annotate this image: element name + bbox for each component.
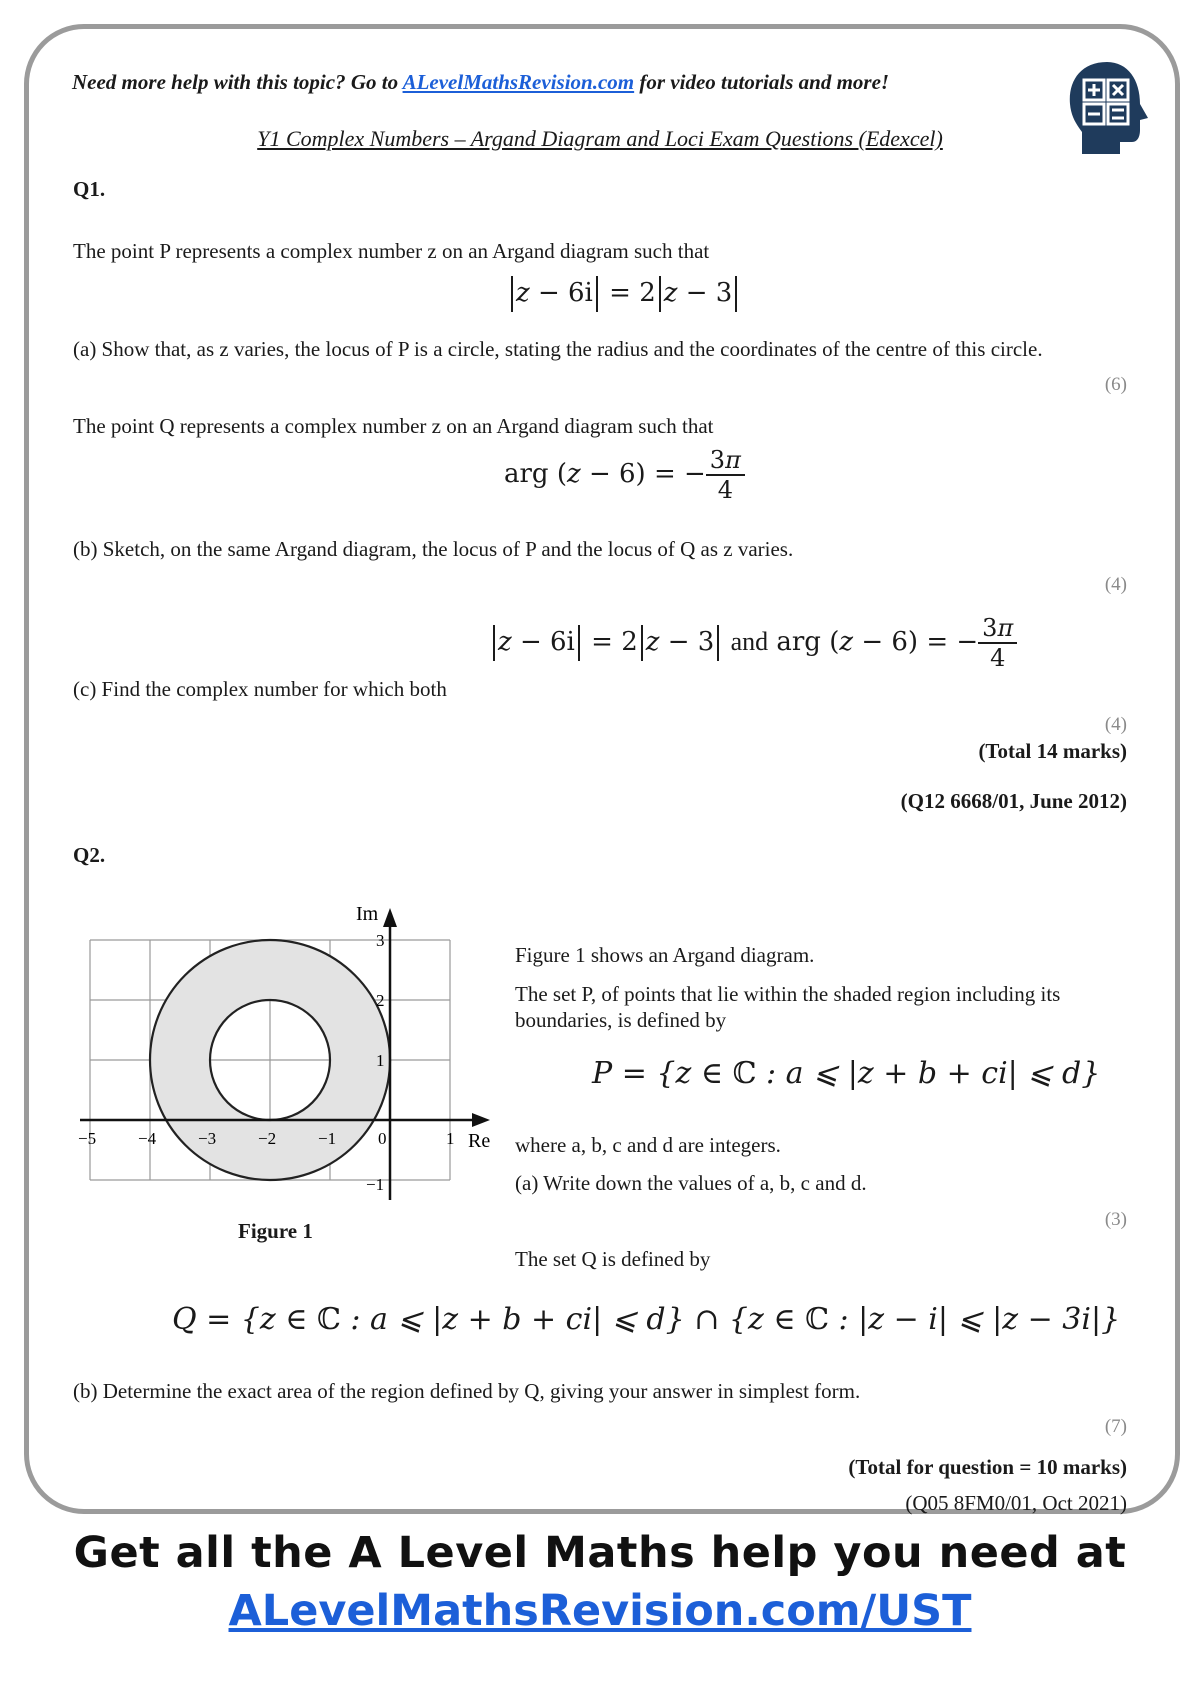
x-tick: −3 bbox=[198, 1129, 217, 1148]
q2-marks-b: (7) bbox=[1104, 1416, 1127, 1437]
q1-intro-p: The point P represents a complex number z on an Argand diagram such that bbox=[73, 239, 710, 263]
argand-diagram bbox=[70, 900, 500, 1230]
footer-link[interactable]: ALevelMathsRevision.com/UST bbox=[228, 1586, 972, 1636]
set-q-definition: Q = {z ∈ ℂ : a ⩽ |z + b + ci| ⩽ d} ∩ {z ∈ ℂ : |z − i| ⩽ |z − 3i|} bbox=[172, 1302, 1121, 1337]
q1-marks-b: (4) bbox=[1104, 574, 1127, 595]
y-tick: 3 bbox=[376, 931, 385, 950]
x-tick: 0 bbox=[378, 1129, 387, 1148]
q2-part-a: (a) Write down the values of a, b, c and d. bbox=[515, 1171, 867, 1195]
q2-line2: The set P, of points that lie within the shaded region including its bbox=[515, 982, 1061, 1006]
q2-total: (Total for question = 10 marks) bbox=[848, 1455, 1127, 1479]
page-title: Y1 Complex Numbers – Argand Diagram and Loci Exam Questions (Edexcel) bbox=[257, 126, 943, 151]
q1-total: (Total 14 marks) bbox=[978, 739, 1127, 763]
im-arrow-icon bbox=[383, 908, 397, 927]
q1-equation-p: z − 6i = 2 z − 3 bbox=[508, 276, 740, 312]
set-p-definition: P = {z ∈ ℂ : a ⩽ |z + b + ci| ⩽ d} bbox=[592, 1056, 1101, 1091]
x-tick: 1 bbox=[446, 1129, 455, 1148]
q1-part-a: (a) Show that, as z varies, the locus of P is a circle, stating the radius and the coordinates of the centre of this circle. bbox=[73, 337, 1043, 361]
x-tick: −4 bbox=[138, 1129, 157, 1148]
x-tick: −2 bbox=[258, 1129, 277, 1148]
q1-label: Q1. bbox=[73, 177, 106, 201]
y-tick: 1 bbox=[376, 1051, 385, 1070]
q2-source: (Q05 8FM0/01, Oct 2021) bbox=[905, 1491, 1127, 1515]
q1-marks-a: (6) bbox=[1104, 374, 1127, 395]
site-link[interactable]: ALevelMathsRevision.com bbox=[402, 70, 635, 94]
q2-marks-a: (3) bbox=[1104, 1209, 1127, 1230]
q1-marks-c: (4) bbox=[1104, 714, 1127, 735]
q1-intro-q: The point Q represents a complex number z on an Argand diagram such that bbox=[73, 414, 714, 438]
q2-set-q-intro: The set Q is defined by bbox=[515, 1247, 711, 1271]
q2-label: Q2. bbox=[73, 843, 106, 867]
q2-line1: Figure 1 shows an Argand diagram. bbox=[515, 943, 815, 967]
q2-line4: where a, b, c and d are integers. bbox=[515, 1133, 781, 1157]
x-tick: −5 bbox=[78, 1129, 97, 1148]
q1-equation-both: z − 6i = 2 z − 3 and arg (z − 6) = − $\frac{3\pi}{4}$ bbox=[490, 614, 1017, 672]
y-tick: 2 bbox=[376, 991, 385, 1010]
re-arrow-icon bbox=[472, 1113, 490, 1127]
q2-part-b: (b) Determine the exact area of the region defined by Q, giving your answer in simplest form. bbox=[73, 1379, 861, 1403]
footer-cta: Get all the A Level Maths help you need at bbox=[73, 1528, 1127, 1578]
q1-equation-q: arg (z − 6) = − $\frac{3\pi}{4}$ bbox=[504, 446, 745, 504]
q2-line3: boundaries, is defined by bbox=[515, 1008, 727, 1032]
axis-re-label: Re bbox=[468, 1130, 491, 1152]
q1-source: (Q12 6668/01, June 2012) bbox=[900, 789, 1127, 813]
figure-caption: Figure 1 bbox=[238, 1219, 313, 1243]
head-logo-icon bbox=[1062, 58, 1152, 158]
q1-part-b: (b) Sketch, on the same Argand diagram, the locus of P and the locus of Q as z varies. bbox=[73, 537, 794, 561]
q1-part-c: (c) Find the complex number for which both bbox=[73, 677, 447, 701]
y-tick: −1 bbox=[366, 1175, 385, 1194]
help-banner: Need more help with this topic? Go to ALevelMathsRevision.com for video tutorials and more! bbox=[72, 70, 890, 94]
x-tick: −1 bbox=[318, 1129, 337, 1148]
axis-im-label: Im bbox=[356, 903, 379, 925]
